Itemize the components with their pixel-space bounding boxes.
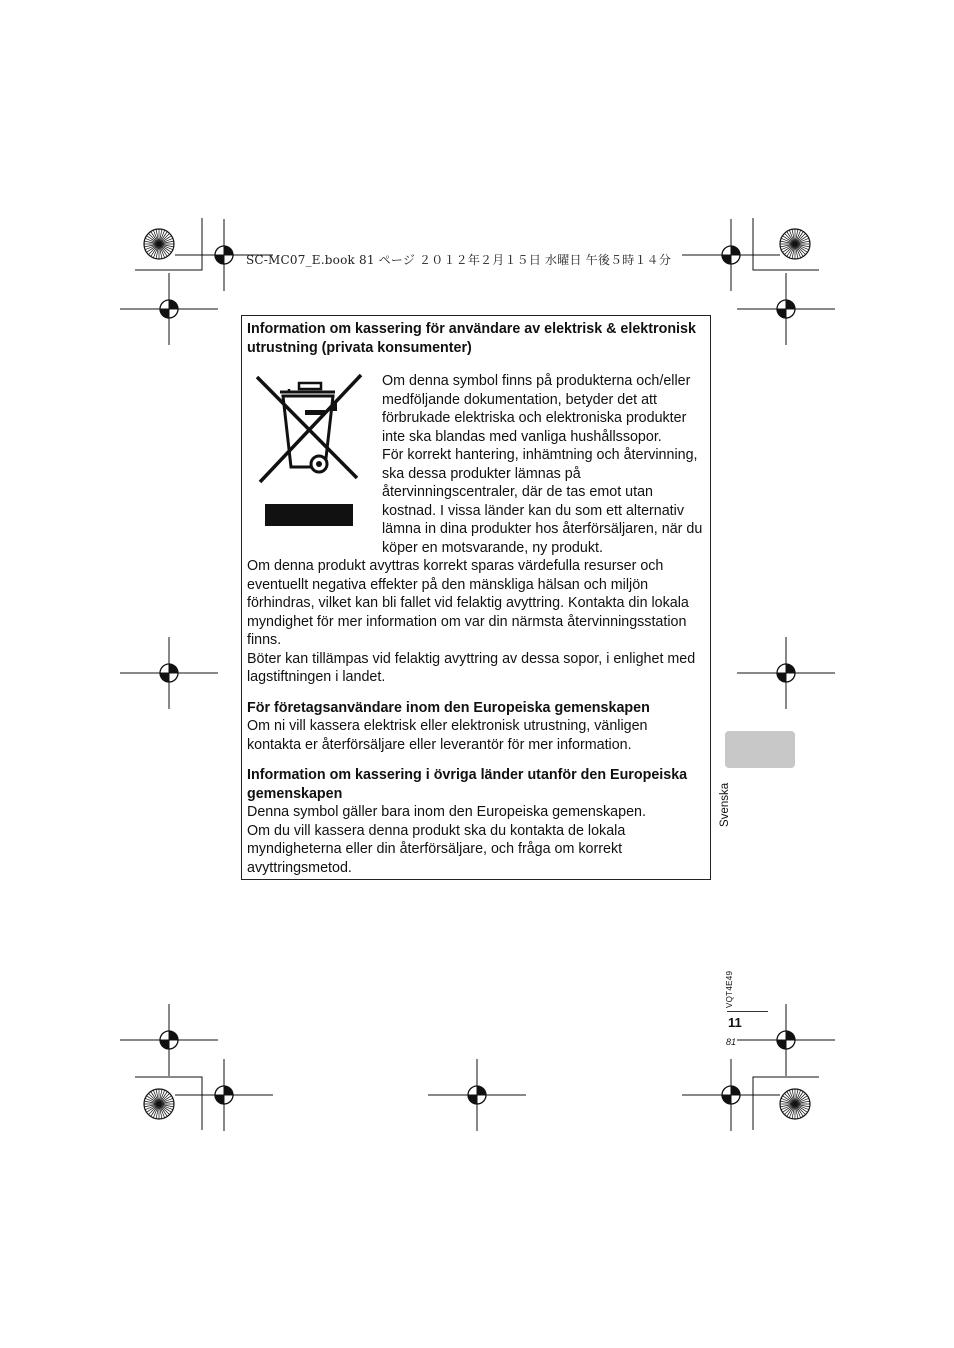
disposal-info-box xyxy=(241,315,711,880)
section1-body-2: Böter kan tillämpas vid felaktig avyttring av dessa sopor, i enlighet med lagstiftningen i landet. xyxy=(247,650,696,685)
section3-body-1: Denna symbol gäller bara inom den Europeiska gemenskapen. xyxy=(247,804,646,820)
language-label: Svenska xyxy=(719,782,731,827)
print-header: SC-MC07_E.book 81 ページ ２０１２年２月１５日 水曜日 午後５時１４分 xyxy=(246,253,672,267)
section1-heading: Information om kassering för användare av elektrisk & elektronisk utrustning (privata konsumenter) xyxy=(247,321,696,356)
section2-heading: För företagsanvändare inom den Europeiska gemenskapen xyxy=(247,699,650,716)
language-tab xyxy=(725,731,795,768)
document-code: VQT4E49 xyxy=(725,970,734,1008)
book-page-number: 81 xyxy=(726,1037,737,1047)
crossed-out-wheelie-bin-icon xyxy=(247,372,375,542)
section3-heading: Information om kassering i övriga länder utanför den Europeiska gemenskapen xyxy=(247,767,688,802)
weee-side-text xyxy=(382,372,705,557)
page-number: 11 xyxy=(728,1015,742,1030)
weee-side-text-2: För korrekt hantering, inhämtning och återvinning, ska dessa produkter lämnas på återvinningscentraler, där de tas emot utan kostnad. I vissa länder kan du som ett alternativ lämna in dina produkter hos återförsäljaren, när du köper en motsvarande, ny produkt. xyxy=(382,447,703,556)
section1-body-1: Om denna produkt avyttras korrekt sparas värdefulla resurser och eventuellt negativa effekter på den mänskliga hälsan och miljön förhindras, vilket kan bli fallet vid felaktig avyttring. Kontakta din lokala myndighet för mer information om var din närmsta återvinningsstation finns. xyxy=(247,558,689,648)
weee-side-text-1: Om denna symbol finns på produkterna och/eller medföljande dokumentation, betyder det att förbrukade elektriska och elektroniska produkter inte ska blandas med vanliga hushållssopor. xyxy=(382,373,691,445)
page-number-rule xyxy=(727,1011,768,1012)
weee-row xyxy=(247,372,705,557)
section2-body: Om ni vill kassera elektrisk eller elektronisk utrustning, vänligen kontakta er återförsäljare eller leverantör för mer information. xyxy=(247,718,648,753)
section3-body-2: Om du vill kassera denna produkt ska du kontakta de lokala myndigheterna eller din återförsäljare, och fråga om korrekt avyttringsmetod. xyxy=(247,822,626,876)
